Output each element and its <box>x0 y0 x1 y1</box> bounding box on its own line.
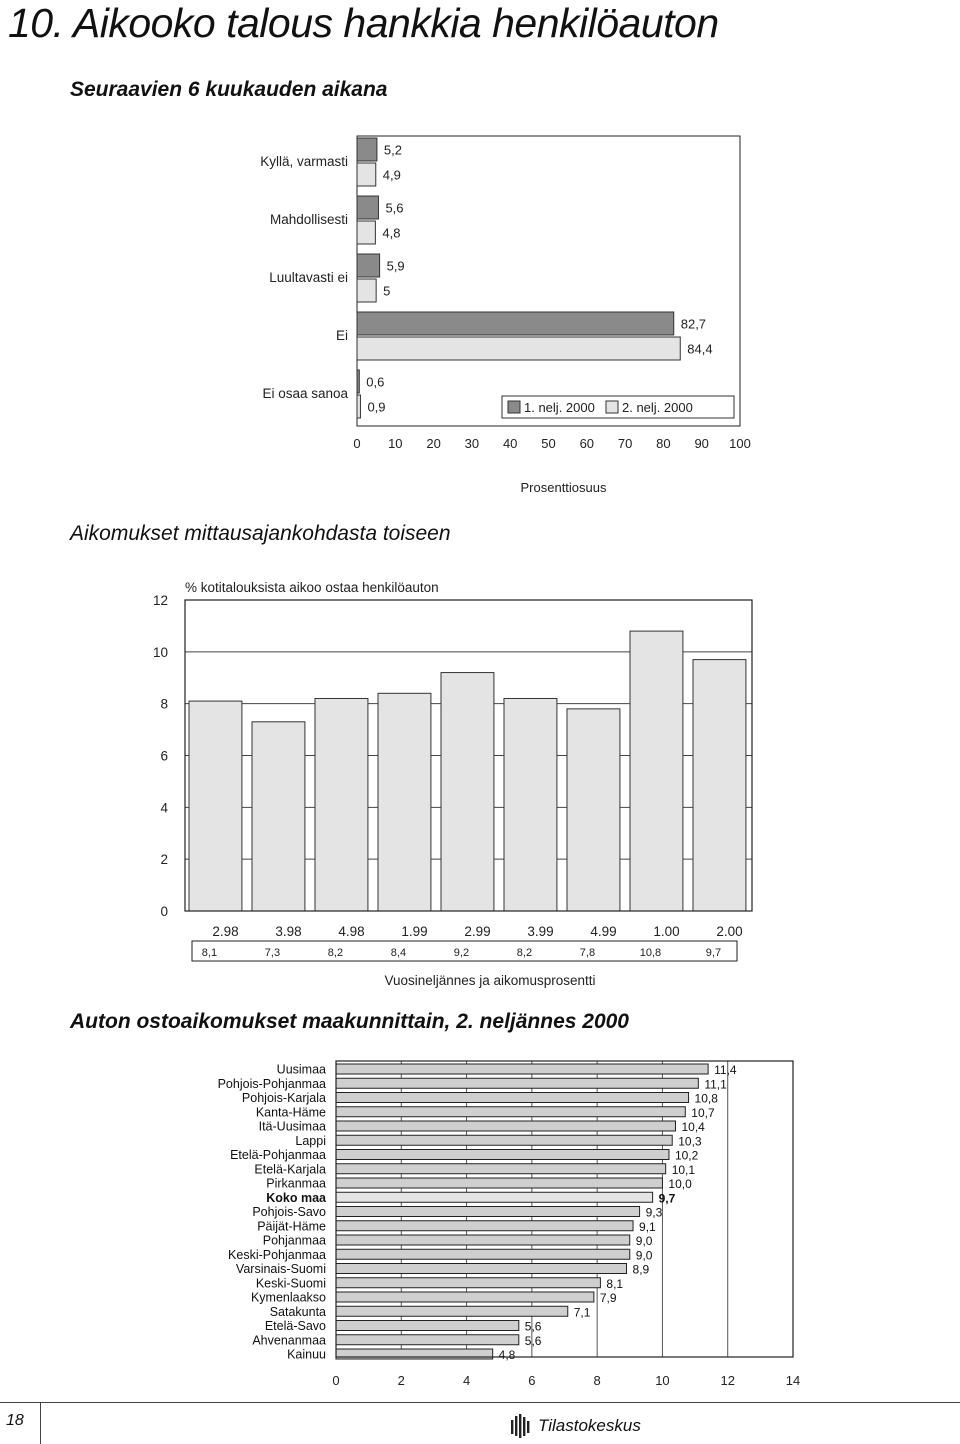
chart3-value-label: 10,0 <box>668 1177 692 1191</box>
chart1-x-tick-label: 10 <box>388 436 403 451</box>
chart2-x-tick-label: 1.99 <box>401 924 428 939</box>
chart1-bar <box>357 138 377 161</box>
chart1-value-label: 84,4 <box>687 341 713 357</box>
chart3-category-label: Koko maa <box>266 1190 326 1205</box>
chart3-value-label: 7,9 <box>599 1291 617 1305</box>
chart2-value-label: 8,1 <box>201 947 218 959</box>
chart3-category-label: Pohjois-Karjala <box>241 1091 326 1105</box>
chart3-x-tick-label: 6 <box>528 1373 536 1388</box>
chart2-bar <box>630 631 683 911</box>
chart1-x-axis-label: Prosenttiosuus <box>520 480 607 495</box>
chart2-value-label: 8,2 <box>516 947 533 959</box>
chart1-value-label: 4,8 <box>382 225 401 241</box>
chart1-x-tick-label: 70 <box>617 436 633 451</box>
page-number: 18 <box>6 1412 24 1429</box>
chart1-value-label: 82,7 <box>680 316 707 332</box>
chart3-x-tick-label: 2 <box>397 1373 405 1388</box>
chart1-legend-label: 2. nelj. 2000 <box>622 400 693 415</box>
chart3-x-tick-label: 12 <box>720 1373 735 1388</box>
chart2-value-label: 7,8 <box>579 947 596 959</box>
chart3-x-tick-label: 4 <box>462 1373 471 1388</box>
chart2-bar <box>189 701 242 911</box>
chart2-bar <box>504 698 557 911</box>
chart1-plot <box>0 120 960 540</box>
chart1-value-label: 0,9 <box>367 399 386 415</box>
chart3-value-label: 5,6 <box>524 1333 542 1348</box>
chart2-value-label: 7,3 <box>264 947 281 959</box>
chart3-bar <box>336 1278 600 1288</box>
chart3-category-label: Keski-Pohjanmaa <box>228 1247 326 1262</box>
chart1-x-tick-label: 40 <box>502 436 518 451</box>
chart3-value-label: 10,8 <box>694 1091 718 1106</box>
chart3-bar <box>336 1164 666 1174</box>
chart3-value-label: 9,0 <box>635 1248 653 1263</box>
chart2-x-tick-label: 4.98 <box>338 924 365 939</box>
chart1-x-tick-label: 90 <box>694 436 709 451</box>
chart3-bar <box>336 1093 689 1103</box>
chart1-category-label: Mahdollisesti <box>269 212 348 227</box>
chart3-category-label: Pohjois-Pohjanmaa <box>217 1076 326 1091</box>
chart3-bar <box>336 1292 594 1302</box>
chart3-value-label: 8,1 <box>606 1276 624 1291</box>
chart3-value-label: 9,7 <box>658 1191 676 1206</box>
chart1-legend-swatch <box>508 401 520 413</box>
chart3-bar <box>336 1078 698 1088</box>
chart1-legend-swatch <box>606 401 618 413</box>
chart2-x-tick-label: 3.98 <box>275 924 302 939</box>
chart3-value-label: 5,6 <box>524 1319 542 1334</box>
chart3-value-label: 10,3 <box>678 1134 702 1149</box>
chart2-value-label: 10,8 <box>639 947 662 959</box>
footer-rule <box>0 1402 960 1403</box>
chart3-value-label: 9,1 <box>639 1219 656 1234</box>
chart3-category-label: Pohjanmaa <box>262 1233 326 1248</box>
chart3-value-label: 9,3 <box>645 1205 663 1220</box>
chart3-bar <box>336 1064 708 1074</box>
chart1-category-label: Kyllä, varmasti <box>260 154 348 169</box>
chart2-bar <box>567 709 620 911</box>
chart2-x-tick-label: 4.99 <box>590 924 617 939</box>
chart2-value-label: 9,7 <box>705 947 722 959</box>
chart2-bar <box>315 698 368 911</box>
chart1-value-label: 5,9 <box>386 258 405 274</box>
chart3-bar <box>336 1107 685 1117</box>
chart3-title: Auton ostoaikomukset maakunnittain, 2. neljännes 2000 <box>70 1010 629 1033</box>
chart3-value-label: 10,1 <box>671 1162 696 1177</box>
chart3-category-label: Etelä-Pohjanmaa <box>230 1148 326 1162</box>
chart2-bar <box>252 722 305 911</box>
chart3-x-tick-label: 0 <box>332 1373 340 1388</box>
chart3-value-label: 8,9 <box>632 1262 650 1277</box>
chart1-category-label: Luultavasti ei <box>269 270 348 285</box>
chart2-y-tick-label: 6 <box>160 748 168 764</box>
logo <box>510 1414 641 1438</box>
chart2-x-tick-label: 2.99 <box>464 924 491 939</box>
chart2-x-tick-label: 1.00 <box>653 924 680 939</box>
chart1-x-tick-label: 30 <box>464 436 480 451</box>
chart3-category-label: Ahvenanmaa <box>252 1333 326 1348</box>
chart3-category-label: Etelä-Karjala <box>254 1162 326 1177</box>
chart3-x-tick-label: 14 <box>785 1373 801 1388</box>
chart3-bar <box>336 1235 630 1245</box>
chart1-value-label: 5 <box>383 283 391 299</box>
chart2-bar <box>378 693 431 911</box>
chart3-category-label: Kanta-Häme <box>255 1105 326 1120</box>
chart1-bar <box>357 221 375 244</box>
chart2-x-axis-label: Vuosineljännes ja aikomusprosentti <box>384 973 596 988</box>
chart3-category-label: Kymenlaakso <box>250 1290 326 1305</box>
chart1-category-label: Ei osaa sanoa <box>262 386 348 401</box>
chart2-y-tick-label: 10 <box>152 644 168 660</box>
chart2-value-label: 8,2 <box>327 947 344 959</box>
chart1-x-tick-label: 60 <box>579 436 595 451</box>
chart3-category-label: Kainuu <box>287 1347 326 1362</box>
chart3-value-label: 10,4 <box>681 1120 705 1134</box>
chart1-bar <box>357 279 376 302</box>
chart1-x-tick-label: 100 <box>729 436 751 451</box>
chart3-value-label: 9,0 <box>635 1234 653 1248</box>
chart3-value-label: 10,7 <box>691 1105 715 1120</box>
chart3-bar <box>336 1249 630 1259</box>
chart3-category-label: Lappi <box>295 1133 326 1148</box>
chart1-bar <box>357 312 674 335</box>
chart2-bar <box>693 660 746 911</box>
chart1-x-tick-label: 20 <box>426 436 441 451</box>
chart3-bar <box>336 1264 627 1274</box>
chart2-plot <box>0 570 960 1000</box>
chart3-bar <box>336 1335 519 1345</box>
chart1-bar <box>357 163 376 186</box>
chart2-y-tick-label: 8 <box>160 696 168 712</box>
chart1-value-label: 5,2 <box>383 142 402 158</box>
logo-text: Tilastokeskus <box>538 1416 641 1435</box>
page-title: 10. Aikooko talous hankkia henkilöauton <box>8 0 719 46</box>
chart3-category-label: Etelä-Savo <box>264 1319 326 1333</box>
chart1-x-tick-label: 50 <box>541 436 556 451</box>
chart3-x-tick-label: 8 <box>593 1373 601 1388</box>
chart3-bar <box>336 1178 662 1188</box>
chart1-bar <box>357 196 378 219</box>
chart3-category-label: Varsinais-Suomi <box>235 1262 326 1276</box>
chart3-category-label: Keski-Suomi <box>255 1276 326 1291</box>
chart1-value-label: 4,9 <box>382 167 401 183</box>
chart1-value-label: 0,6 <box>366 374 385 390</box>
chart3-bar <box>336 1192 653 1202</box>
chart3-bar <box>336 1221 633 1231</box>
chart3-bar <box>336 1207 640 1217</box>
chart2-value-label: 8,4 <box>390 947 407 959</box>
chart3-value-label: 11,4 <box>714 1063 737 1077</box>
chart1-bar <box>357 337 680 360</box>
chart2-x-tick-label: 3.99 <box>527 924 554 939</box>
chart1-category-label: Ei <box>335 328 348 343</box>
chart2-y-tick-label: 2 <box>160 852 168 868</box>
chart1-bar <box>357 370 359 393</box>
chart2-bar <box>441 673 494 911</box>
chart3-bar <box>336 1306 568 1316</box>
chart3-x-tick-label: 10 <box>655 1373 670 1388</box>
chart2-subtitle: % kotitalouksista aikoo ostaa henkilöauton <box>185 580 439 595</box>
chart3-category-label: Pohjois-Savo <box>252 1205 326 1219</box>
chart3-value-label: 11,1 <box>704 1077 727 1092</box>
chart3-value-label: 4,8 <box>498 1348 516 1362</box>
chart1-title: Seuraavien 6 kuukauden aikana <box>70 78 388 101</box>
chart3-plot <box>0 1052 960 1397</box>
chart3-bar <box>336 1150 669 1160</box>
chart2-x-tick-label: 2.00 <box>716 924 743 939</box>
chart1-bar <box>357 395 360 418</box>
chart3-category-label: Pirkanmaa <box>266 1176 326 1191</box>
footer-rule-vertical <box>40 1402 41 1444</box>
chart2-y-tick-label: 4 <box>160 800 168 816</box>
chart2-value-label: 9,2 <box>453 947 470 959</box>
chart3-value-label: 10,2 <box>674 1148 699 1163</box>
chart1-frame <box>357 136 740 426</box>
chart2-y-tick-label: 0 <box>160 904 168 919</box>
chart1-value-label: 5,6 <box>385 200 404 216</box>
chart3-category-label: Päijät-Häme <box>257 1219 326 1234</box>
chart2-y-tick-label: 12 <box>152 593 168 608</box>
chart3-value-label: 7,1 <box>573 1305 591 1320</box>
chart1-x-tick-label: 0 <box>353 436 361 451</box>
chart3-category-label: Satakunta <box>269 1304 326 1319</box>
chart1-bar <box>357 254 380 277</box>
chart3-category-label: Itä-Uusimaa <box>258 1119 326 1134</box>
chart1-legend-label: 1. nelj. 2000 <box>524 400 595 415</box>
chart3-bar <box>336 1321 519 1331</box>
chart3-bar <box>336 1135 672 1145</box>
chart3-category-label: Uusimaa <box>276 1062 326 1077</box>
chart2-x-tick-label: 2.98 <box>212 924 239 939</box>
tilastokeskus-logo-icon <box>510 1414 532 1438</box>
chart1-x-tick-label: 80 <box>656 436 671 451</box>
chart2-title: Aikomukset mittausajankohdasta toiseen <box>70 522 451 545</box>
chart3-bar <box>336 1121 675 1131</box>
